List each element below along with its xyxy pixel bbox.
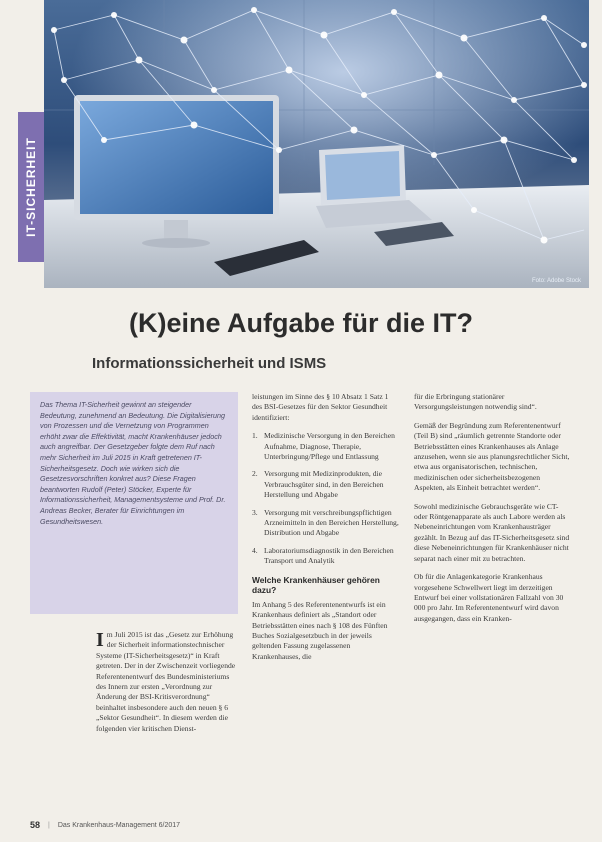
col3-paragraph-4: Ob für die Anlagenkategorie Krankenhaus vorgesehene Schwellwert liegt im derzeitigen Entwurf bei einer vollstationären Fallzahl von 30 000 pro Jahr. Im Referentenentwurf wird davon ausgegangen, dass ein Kranken- [414, 572, 564, 623]
list-text: Laboratoriumsdiagnostik in den Bereichen Transport und Analytik [264, 545, 394, 566]
footer-divider: | [48, 821, 50, 829]
list-text: Medizinische Versorgung in den Bereichen Aufnahme, Diagnose, Therapie, Unterbringung/Pflege und Entlassung [264, 431, 395, 462]
article-title: (K)eine Aufgabe für die IT? [129, 308, 473, 338]
hero-illustration [44, 0, 589, 288]
col1-text: m Juli 2015 ist das „Gesetz zur Erhöhung der Sicherheit informationstechnischer Systeme (IT-Sicherheitsgesetz)“ in Kraft getreten. Der in der Zwischenzeit vorliegende Referentenentwurf des Bundesministeriums des Innern zur ersten „Verordnung zur Änderung der BSI-Kritisverordnung“ beinhaltet insbesondere auch den neuen § 6 „Sektor Gesundheit“. In diesem werden die folgenden vier kritischen Dienst- [96, 630, 236, 733]
publication-name: Das Krankenhaus-Management 6/2017 [57, 821, 181, 829]
column-1 [96, 630, 241, 742]
page-footer [30, 820, 180, 830]
services-list [252, 431, 400, 566]
section-tab-label: IT-SICHERHEIT [24, 137, 39, 237]
col3-paragraph-3: Sowohl medizinische Gebrauchsgeräte wie CT- oder Röntgenapparate als auch Labore werden als Nebeneinrichtungen vom Krankenhausträger gezählt. In Bezug auf das IT-Sicherheitsgesetz sind diese Nebeneinrichtungen für Krankenhäuser nicht separat nach einer mit zu betrachten. [414, 501, 570, 563]
section-tab [18, 112, 44, 262]
list-item [252, 546, 400, 567]
page-number: 58 [30, 820, 41, 830]
col3-paragraph-2: Gemäß der Begründung zum Referentenentwurf (Teil B) sind „räumlich getrennte Standorte oder Betriebsstätten eines Krankenhauses als Anlage anzusehen, wenn sie aus planungsrechtlicher Sicht, etwa aus organisatorischen, technischen, medizinischen oder sicherheitsbezogenen Aspekten, als Einheit betrachtet werden“. [414, 420, 570, 493]
list-number: 2. [252, 469, 258, 479]
hero-image [44, 0, 589, 288]
section-heading: Welche Krankenhäuser gehören dazu? [252, 574, 380, 596]
col3-paragraph-1: für die Erbringung stationärer Versorgungsleistungen notwendig sind“. [414, 392, 537, 412]
list-number: 3. [252, 507, 258, 517]
list-text: Versorgung mit verschreibungspflichtigen Arzneimitteln in den Bereichen Herstellung, Distribution und Abgabe [264, 507, 399, 538]
list-text: Versorgung mit Medizinprodukten, die Verbrauchsgüter sind, in den Bereichen Herstellung und Abgabe [264, 469, 384, 500]
list-item [252, 469, 400, 500]
teaser-box [30, 392, 238, 614]
list-number: 4. [252, 545, 258, 555]
column-3 [414, 392, 572, 632]
col1-paragraph [96, 630, 241, 734]
drop-cap: I [96, 629, 104, 651]
photo-credit: Foto: Adobe Stock [531, 278, 581, 284]
col2-intro: leistungen im Sinne des § 10 Absatz 1 Satz 1 des BSI-Gesetzes für den Sektor Gesundheit identifiziert: [252, 392, 389, 422]
col2-text: Im Anhang 5 des Referentenentwurfs ist ein Krankenhaus definiert als „Standort oder Betriebsstätten eines nach § 108 des Fünften Buches Sozialgesetzbuch in der jeweils geltenden Fassung zugelassenen Krankenhauses, die [252, 599, 388, 661]
teaser-text: Das Thema IT-Sicherheit gewinnt an steigender Bedeutung, zunehmend an Bedeutung. Die Digitalisierung von Prozessen und die Vernetzung von Programmen erhöht zwar die Effektivität, macht Krankenhäuser jedoch auch angreifbar. Der Gesetzgeber folgte dem Ruf nach mehr Sicherheit im Juli 2015 in Kraft getretenen IT-Sicherheitsgesetz. Doch wie wirken sich die Gesetzesvorschriften konkret aus? Diese Fragen beantworten Rudolf (Peter) Stöcker, Experte für Informationssicherheit, Managementsysteme und Prof. Dr. Andreas Becker, Berater für Einrichtungen im Gesundheitswesen. [40, 400, 226, 526]
article-subtitle: Informationssicherheit und ISMS [92, 355, 327, 372]
list-item [252, 508, 400, 539]
list-number: 1. [252, 431, 258, 441]
list-item [252, 431, 400, 462]
column-2 [252, 392, 400, 670]
